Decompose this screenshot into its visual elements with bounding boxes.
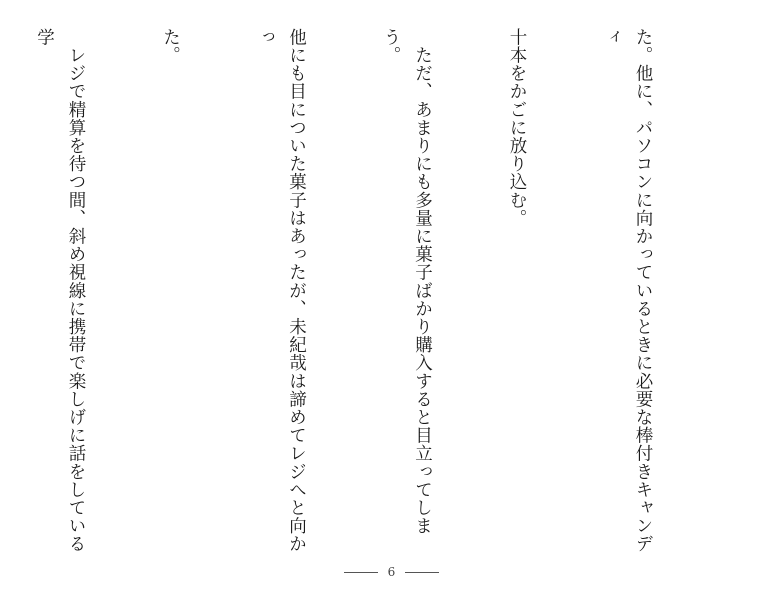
vertical-text-body xyxy=(34,28,721,558)
page-number: 6 xyxy=(387,565,396,579)
footer-rule-left xyxy=(344,572,378,573)
text-line: レジで精算を待つ間、斜め視線に携帯で楽しげに話をしている学 xyxy=(34,28,86,553)
text-line: ただ、あまりにも多量に菓子ばかり購入すると目立ってしまう。 xyxy=(381,28,433,535)
text-line: た。 xyxy=(160,28,181,65)
text-line: 他にも目についた菓子はあったが、未紀哉は諦めてレジへと向かっ xyxy=(255,28,307,553)
text-line: た。他に、パソコンに向かっているときに必要な棒付きキャンディ xyxy=(601,28,653,553)
footer-rule-right xyxy=(405,572,439,573)
text-line: 十本をかごに放り込む。 xyxy=(507,28,527,228)
page-footer xyxy=(0,562,783,582)
